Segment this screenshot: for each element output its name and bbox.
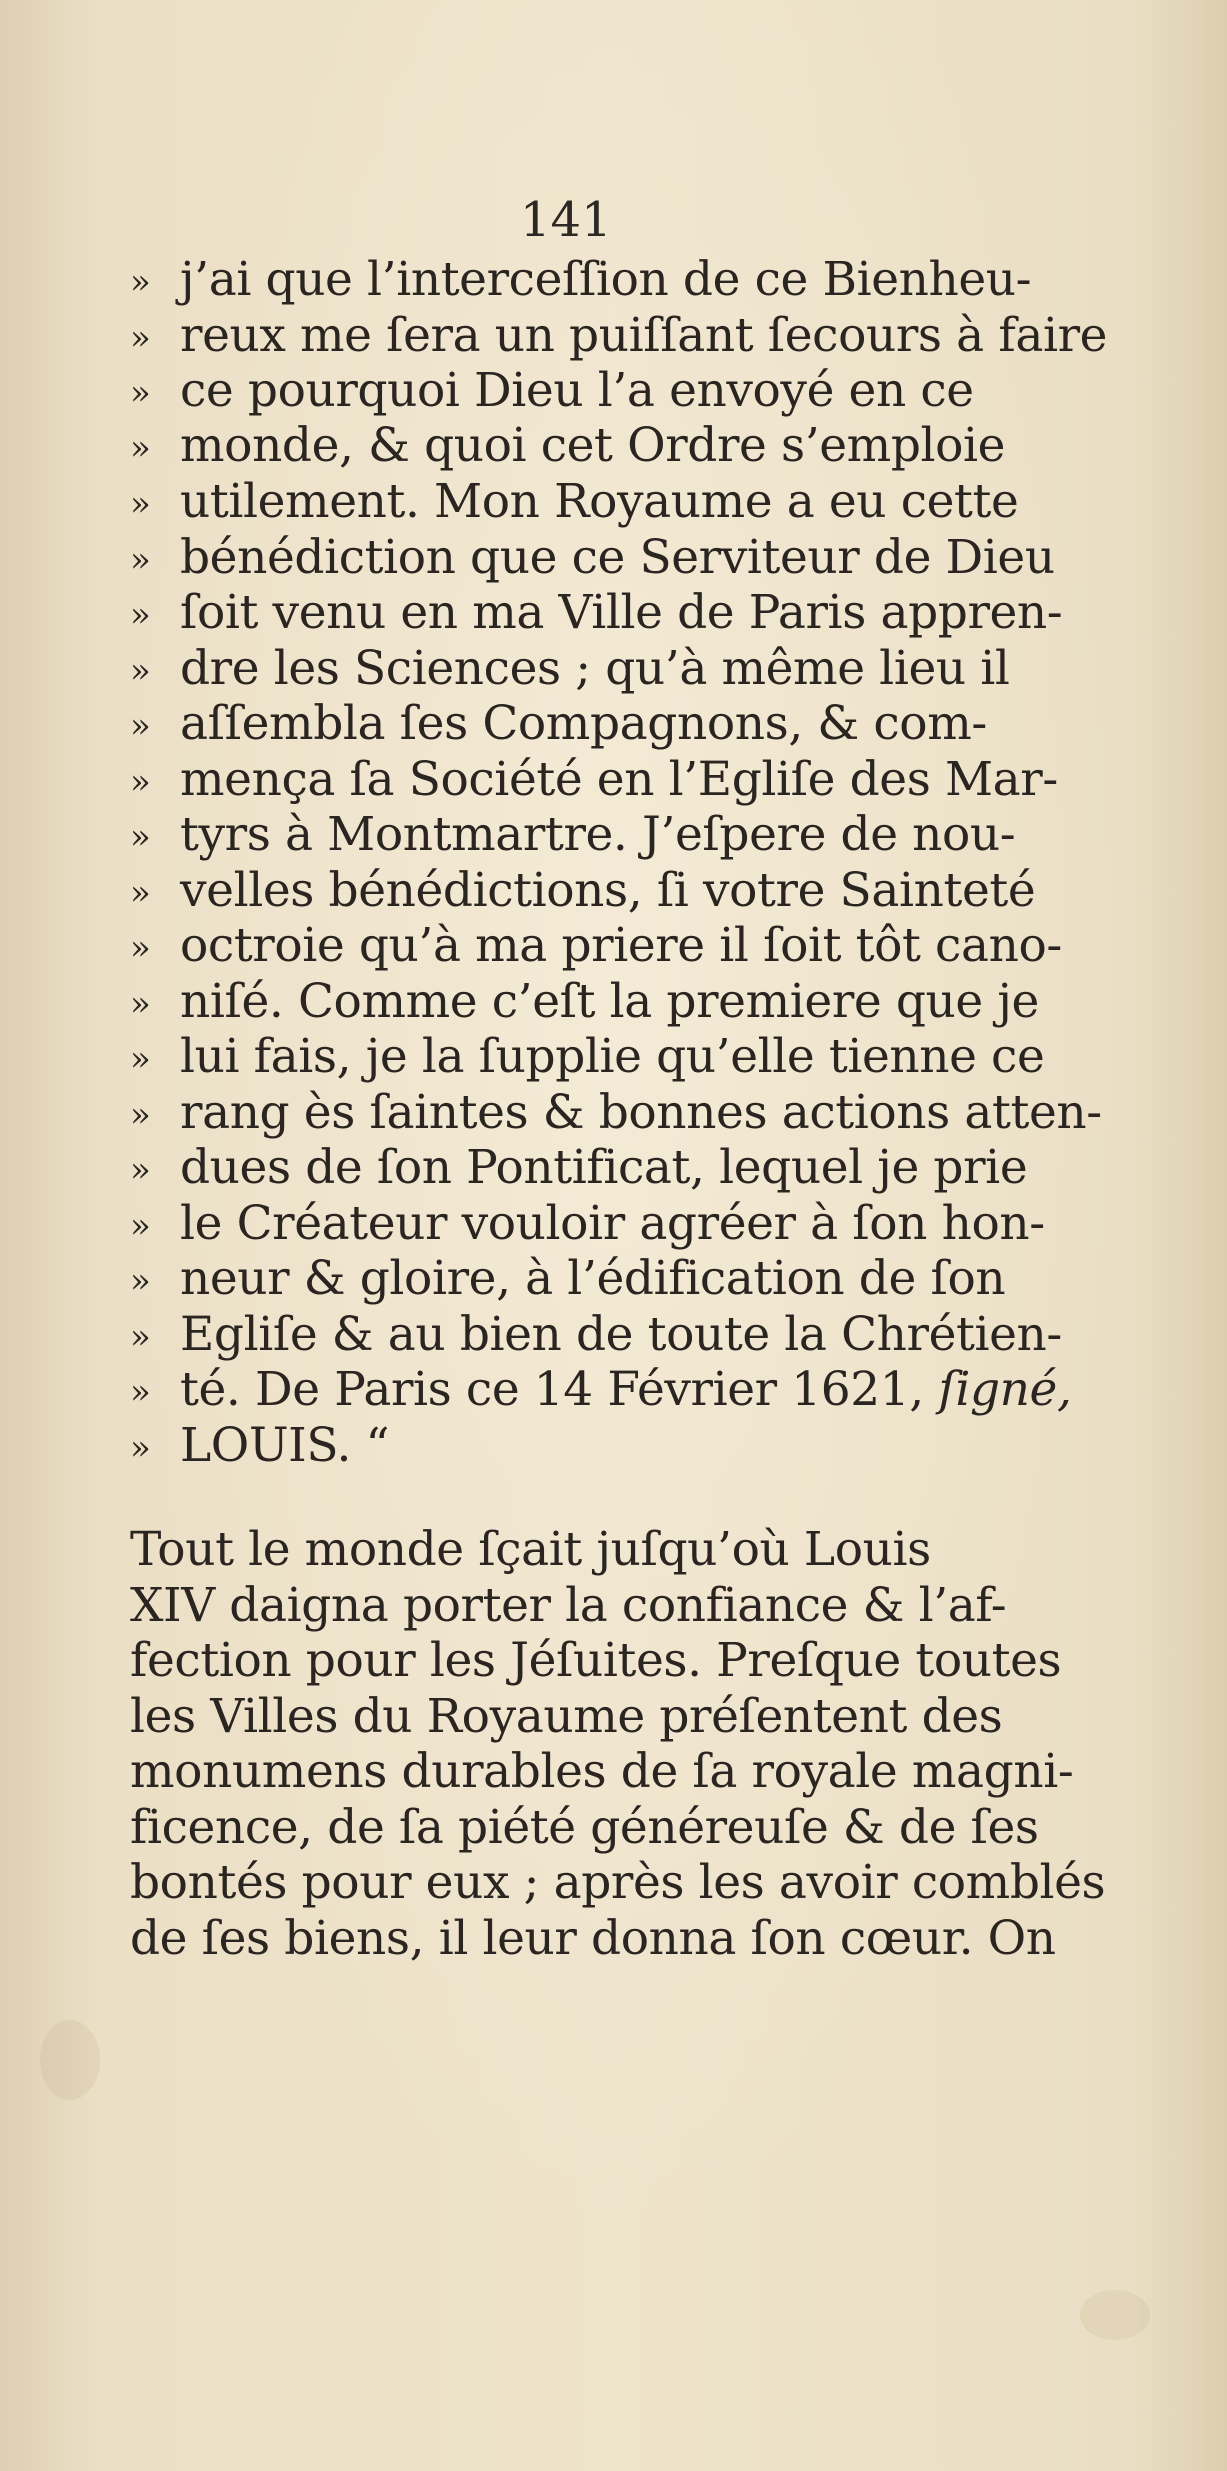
line-text: tyrs à Montmartre. J’eſpere de nou- [180,807,1016,862]
line-text: ce pourquoi Dieu l’a envoyé en ce [180,363,974,418]
quote-mark: » [130,984,147,1024]
line-text: velles bénédictions, ſi votre Sainteté [180,863,1036,918]
paragraph-line: bontés pour eux ; après les avoir comblés [130,1855,1106,1910]
text-line [130,252,1070,310]
quote-mark: » [130,873,147,913]
quote-mark: » [130,1372,147,1412]
paragraph-line: les Villes du Royaume préſentent des [130,1689,1003,1744]
paragraph-line: monumens durables de ſa royale magni- [130,1744,1074,1799]
quote-mark: » [130,1206,147,1246]
paragraph-line: ficence, de ſa piété généreuſe & de ſes [130,1800,1039,1855]
text-line [130,1307,1070,1365]
text-line [130,1029,1070,1087]
paragraph-line: XIV daigna porter la confiance & l’af- [130,1578,1007,1633]
text-line [130,641,1070,699]
text-line [130,1251,1070,1309]
line-text: aſſembla ſes Compagnons, & com- [180,696,987,751]
text-line [130,530,1070,588]
quote-mark: » [130,1095,147,1135]
quote-mark: » [130,762,147,802]
line-text: utilement. Mon Royaume a eu cette [180,474,1019,529]
text-line [130,1196,1070,1254]
line-text: niſé. Comme c’eſt la premiere que je [180,974,1039,1029]
line-text: lui fais, je la ſupplie qu’elle tienne ce [180,1029,1045,1084]
text-line [130,1085,1102,1143]
quote-mark: » [130,318,147,358]
line-text: ſoit venu en ma Ville de Paris appren- [180,585,1063,640]
text-line [130,918,1070,976]
line-text: j’ai que l’interceſſion de ce Bienheu- [180,252,1032,307]
text-line [130,1140,1070,1198]
quote-mark: » [130,428,147,468]
line-text: monde, & quoi cet Ordre s’emploie [180,418,1006,473]
text-line [130,308,1108,366]
line-text: Egliſe & au bien de toute la Chrétien- [180,1307,1062,1362]
quote-mark: » [130,373,147,413]
signature-name: LOUIS. “ [180,1418,390,1473]
paragraph-line: Tout le monde ſçait juſqu’où Louis [130,1522,931,1577]
text-line [130,696,1070,754]
line-text: reux me ſera un puiſſant ſecours à faire [180,308,1108,363]
line-text: té. De Paris ce 14 Février 1621, [180,1362,939,1417]
quote-mark: » [130,706,147,746]
line-text: dues de ſon Pontificat, lequel je prie [180,1140,1028,1195]
text-line [130,418,1070,476]
quote-mark: » [130,651,147,691]
quote-mark: » [130,1150,147,1190]
quote-mark: » [130,595,147,635]
quote-mark: » [130,484,147,524]
quote-mark: » [130,540,147,580]
text-line [130,752,1070,810]
text-line [130,1362,1070,1420]
quote-mark: » [130,1317,147,1357]
line-text: dre les Sciences ; qu’à même lieu il [180,641,1010,696]
text-line [130,807,1070,865]
text-line [130,974,1070,1032]
text-line [130,863,1070,921]
quote-mark: » [130,1428,147,1468]
quote-mark: » [130,817,147,857]
paragraph-line: de ſes biens, il leur donna ſon cœur. On [130,1911,1056,1966]
signature-word: ſigné, [938,1362,1072,1417]
text-line [130,474,1070,532]
text-line [130,585,1070,643]
line-text: neur & gloire, à l’édification de ſon [180,1251,1006,1306]
line-text: bénédiction que ce Serviteur de Dieu [180,530,1055,585]
quote-mark: » [130,1039,147,1079]
paragraph-line: fection pour les Jéſuites. Preſque toutes [130,1633,1062,1688]
quote-mark: » [130,262,147,302]
page-number: 141 [520,192,612,248]
text-line [130,363,1070,421]
quote-mark: » [130,1261,147,1301]
line-text: le Créateur vouloir agréer à ſon hon- [180,1196,1045,1251]
text-line [130,1418,1070,1476]
line-text: octroie qu’à ma priere il ſoit tôt cano- [180,918,1062,973]
line-text: mença ſa Société en l’Egliſe des Mar- [180,752,1058,807]
quote-mark: » [130,928,147,968]
line-text: rang ès ſaintes & bonnes actions atten- [180,1085,1102,1140]
